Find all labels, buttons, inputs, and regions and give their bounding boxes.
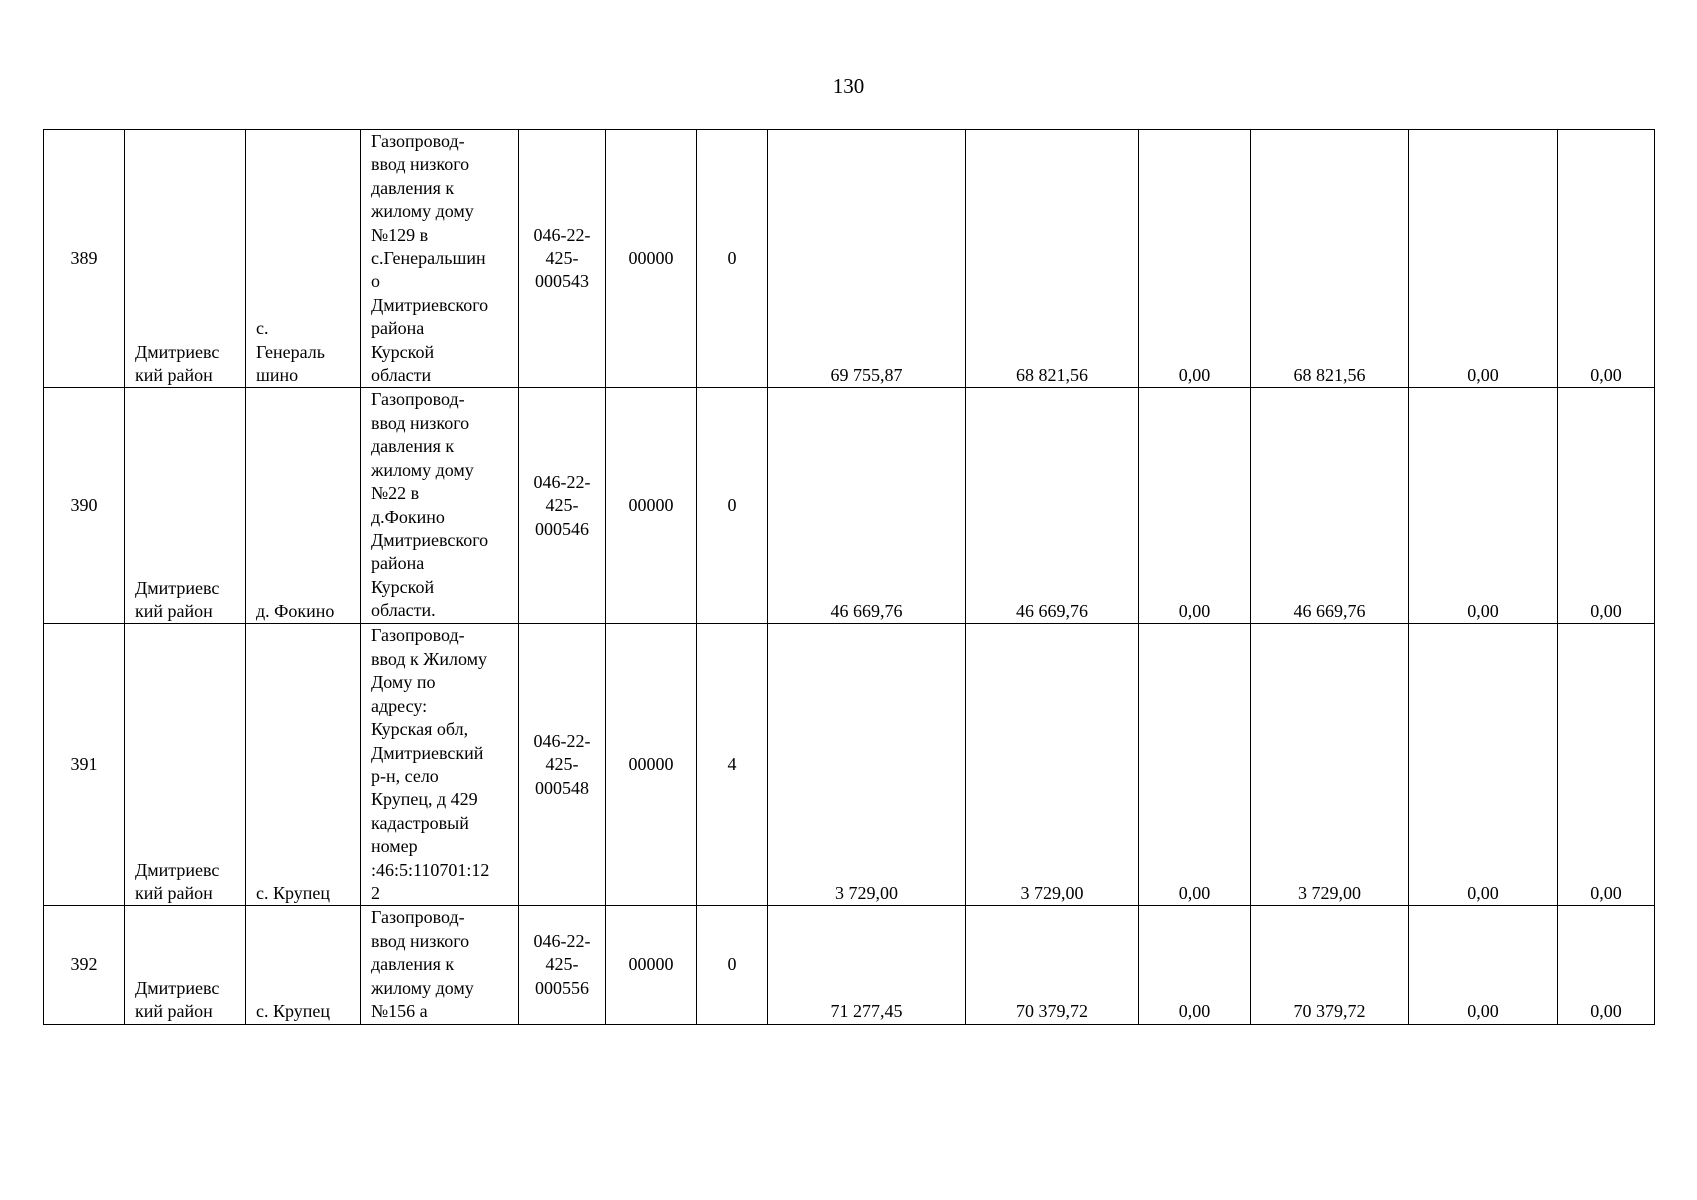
object-name-cell-line: жилому дому [371, 459, 474, 480]
amount-cell-4: 70 379,72 [1251, 906, 1409, 1024]
registry-code-cell-line: 425- [545, 754, 579, 775]
table-row [44, 388, 1655, 624]
amount-cell-3: 0,00 [1139, 906, 1251, 1024]
object-name-cell-line: :46:5:110701:12 [371, 859, 490, 880]
amount-cell-4: 68 821,56 [1251, 130, 1409, 388]
row-number: 389 [44, 130, 125, 388]
district-cell-line: кий район [135, 365, 213, 386]
object-name-cell-line: д.Фокино [371, 506, 445, 527]
object-name-cell-line: Газопровод- [371, 625, 465, 646]
locality-cell-line: с. [256, 318, 269, 339]
object-name-cell-line: давления к [371, 954, 455, 975]
indicator-cell: 0 [697, 906, 768, 1024]
locality-cell [246, 388, 361, 624]
district-cell-line: Дмитриевс [135, 859, 220, 880]
district-cell-line: кий район [135, 1001, 213, 1022]
amount-cell-6: 0,00 [1558, 906, 1655, 1024]
amount-cell-2: 68 821,56 [966, 130, 1139, 388]
amount-cell-3: 0,00 [1139, 624, 1251, 906]
locality-cell [246, 906, 361, 1024]
amount-cell-5: 0,00 [1409, 624, 1558, 906]
object-name-cell-line: Дмитриевского [371, 294, 489, 315]
object-name-cell-line: Газопровод- [371, 131, 465, 151]
amount-cell-6: 0,00 [1558, 130, 1655, 388]
district-cell-line: Дмитриевс [135, 977, 220, 998]
amount-cell-2: 3 729,00 [966, 624, 1139, 906]
object-name-cell-line: давления к [371, 436, 455, 457]
amount-cell-4: 46 669,76 [1251, 388, 1409, 624]
object-name-cell [361, 906, 519, 1024]
district-cell [125, 906, 246, 1024]
object-name-cell-line: района [371, 553, 425, 574]
object-name-cell-line: ввод низкого [371, 930, 470, 951]
page-number: 130 [832, 74, 865, 98]
amount-cell-6: 0,00 [1558, 624, 1655, 906]
object-name-cell-line: давления к [371, 177, 455, 198]
object-name-cell-line: области. [371, 600, 436, 621]
object-name-cell-line: области [371, 365, 432, 386]
district-cell [125, 388, 246, 624]
district-cell-line: кий район [135, 601, 213, 622]
registry-code-cell [519, 130, 606, 388]
amount-cell-1: 69 755,87 [768, 130, 966, 388]
secondary-code-cell: 00000 [606, 624, 697, 906]
registry-code-cell-line: 046-22- [533, 930, 591, 951]
district-cell-line: кий район [135, 883, 213, 904]
object-name-cell-line: номер [371, 836, 418, 857]
object-name-cell [361, 388, 519, 624]
object-name-cell-line: кадастровый [371, 812, 469, 833]
registry-code-cell-line: 000543 [535, 271, 589, 292]
registry-code-cell [519, 388, 606, 624]
object-name-cell [361, 624, 519, 906]
locality-cell-line: Генераль [256, 341, 325, 362]
registry-code-cell-line: 425- [545, 495, 579, 516]
locality-cell-line: шино [256, 365, 299, 386]
secondary-code-cell: 00000 [606, 130, 697, 388]
registry-code-cell-line: 000556 [535, 977, 589, 998]
locality-cell-line: с. Крупец [256, 1001, 331, 1022]
amount-cell-5: 0,00 [1409, 130, 1558, 388]
district-cell [125, 624, 246, 906]
object-name-cell-line: жилому дому [371, 977, 474, 998]
object-name-cell-line: ввод низкого [371, 154, 470, 175]
indicator-cell: 4 [697, 624, 768, 906]
locality-cell [246, 624, 361, 906]
row-number: 392 [44, 906, 125, 1024]
table-row [44, 906, 1655, 1024]
object-name-cell-line: с.Генеральшин [371, 248, 486, 269]
district-cell-line: Дмитриевс [135, 577, 220, 598]
amount-cell-3: 0,00 [1139, 130, 1251, 388]
object-name-cell [361, 130, 519, 388]
registry-code-cell [519, 624, 606, 906]
object-name-cell-line: №156 а [371, 1001, 428, 1022]
registry-code-cell-line: 046-22- [533, 730, 591, 751]
locality-cell [246, 130, 361, 388]
locality-cell-line: с. Крупец [256, 883, 331, 904]
object-name-cell-line: №22 в [371, 483, 420, 504]
object-name-cell-line: Крупец, д 429 [371, 789, 478, 810]
amount-cell-3: 0,00 [1139, 388, 1251, 624]
object-name-cell-line: Газопровод- [371, 389, 465, 410]
registry-code-cell-line: 046-22- [533, 471, 591, 492]
object-name-cell-line: р-н, село [371, 765, 439, 786]
district-cell-line: Дмитриевс [135, 341, 220, 362]
object-name-cell-line: ввод низкого [371, 412, 470, 433]
row-number: 390 [44, 388, 125, 624]
locality-cell-line: д. Фокино [256, 601, 335, 622]
amount-cell-1: 46 669,76 [768, 388, 966, 624]
registry-table [43, 129, 1655, 1025]
registry-code-cell-line: 046-22- [533, 224, 591, 245]
object-name-cell-line: Дмитриевского [371, 529, 489, 550]
amount-cell-5: 0,00 [1409, 906, 1558, 1024]
object-name-cell-line: ввод к Жилому [371, 648, 488, 669]
object-name-cell-line: района [371, 318, 425, 339]
registry-code-cell-line: 000548 [535, 777, 589, 798]
secondary-code-cell: 00000 [606, 388, 697, 624]
object-name-cell-line: Дому по [371, 672, 436, 693]
registry-code-cell [519, 906, 606, 1024]
row-number: 391 [44, 624, 125, 906]
object-name-cell-line: Дмитриевский [371, 742, 484, 763]
registry-code-cell-line: 425- [545, 248, 579, 269]
amount-cell-1: 3 729,00 [768, 624, 966, 906]
amount-cell-4: 3 729,00 [1251, 624, 1409, 906]
amount-cell-6: 0,00 [1558, 388, 1655, 624]
object-name-cell-line: жилому дому [371, 201, 474, 222]
table-row [44, 624, 1655, 906]
district-cell [125, 130, 246, 388]
object-name-cell-line: Курская обл, [371, 719, 469, 740]
object-name-cell-line: Курской [371, 341, 435, 362]
amount-cell-2: 70 379,72 [966, 906, 1139, 1024]
amount-cell-1: 71 277,45 [768, 906, 966, 1024]
object-name-cell-line: Курской [371, 576, 435, 597]
registry-code-cell-line: 000546 [535, 518, 589, 539]
amount-cell-5: 0,00 [1409, 388, 1558, 624]
object-name-cell-line: 2 [371, 882, 380, 903]
amount-cell-2: 46 669,76 [966, 388, 1139, 624]
indicator-cell: 0 [697, 388, 768, 624]
table-body [44, 130, 1655, 1025]
secondary-code-cell: 00000 [606, 906, 697, 1024]
registry-code-cell-line: 425- [545, 954, 579, 975]
indicator-cell: 0 [697, 130, 768, 388]
object-name-cell-line: о [371, 271, 380, 292]
table-row [44, 130, 1655, 388]
object-name-cell-line: №129 в [371, 224, 429, 245]
object-name-cell-line: адресу: [371, 695, 428, 716]
object-name-cell-line: Газопровод- [371, 907, 465, 928]
